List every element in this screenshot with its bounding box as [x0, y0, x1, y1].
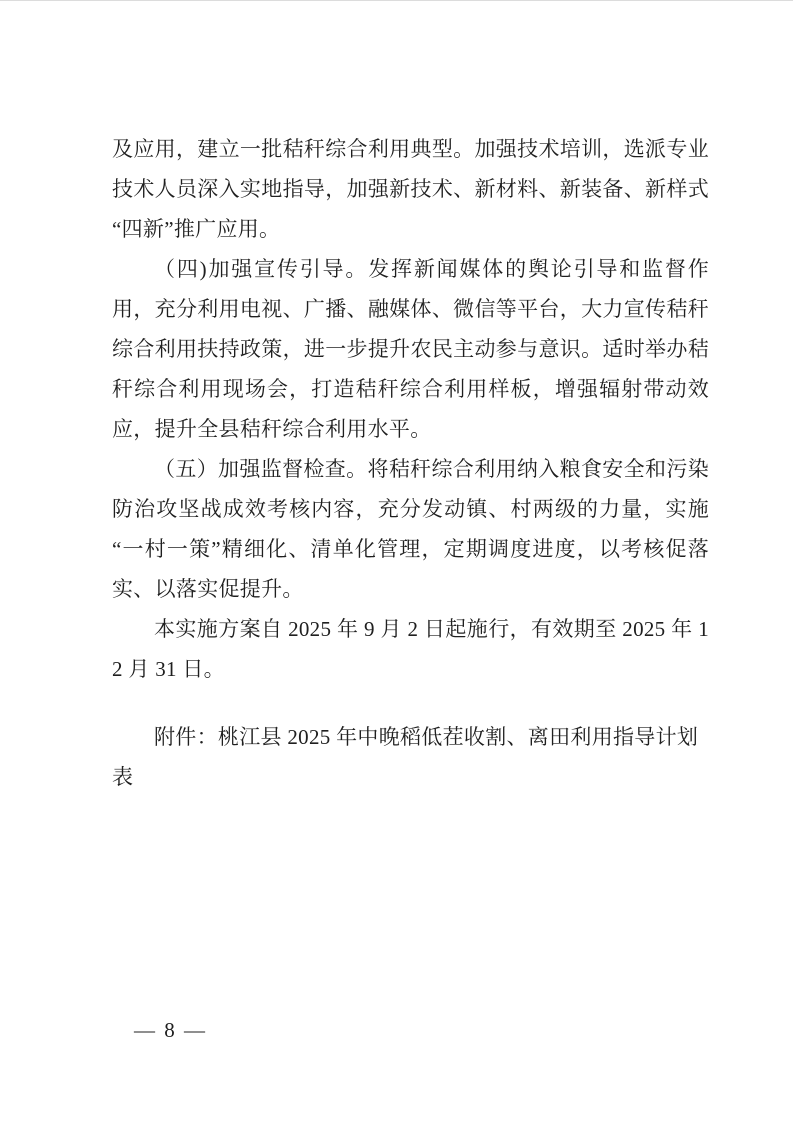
paragraph-item-5: [112, 449, 709, 609]
item-5-text: 将秸秆综合利用纳入粮食安全和污染防治攻坚战成效考核内容，充分发动镇、村两级的力量，实施“一村一策”精细化、清单化管理，定期调度进度，以考核促落实、以落实促提升。: [112, 457, 709, 601]
page-footer: [134, 1015, 207, 1045]
document-body: [112, 129, 709, 797]
item-4-text: 发挥新闻媒体的舆论引导和监督作用，充分利用电视、广播、融媒体、微信等平台，大力宣传秸秆综合利用扶持政策，进一步提升农民主动参与意识。适时举办秸秆综合利用现场会，打造秸秆综合利用样板，增强辐射带动效应，提升全县秸秆综合利用水平。: [112, 257, 709, 441]
attachment-line: 附件：桃江县 2025 年中晚稻低茬收割、离田利用指导计划表: [112, 725, 699, 789]
item-4-heading: （四)加强宣传引导。: [154, 257, 369, 281]
page-number: — 8 —: [134, 1018, 207, 1042]
paragraph-effective-date: 本实施方案自 2025 年 9 月 2 日起施行，有效期至 2025 年 12 月 31 日。: [112, 617, 709, 681]
item-5-heading: （五）加强监督检查。: [154, 457, 368, 481]
paragraph-item-4: [112, 249, 709, 449]
paragraph-continuation: 及应用，建立一批秸秆综合利用典型。加强技术培训，选派专业技术人员深入实地指导，加强新技术、新材料、新装备、新样式“四新”推广应用。: [112, 137, 709, 241]
